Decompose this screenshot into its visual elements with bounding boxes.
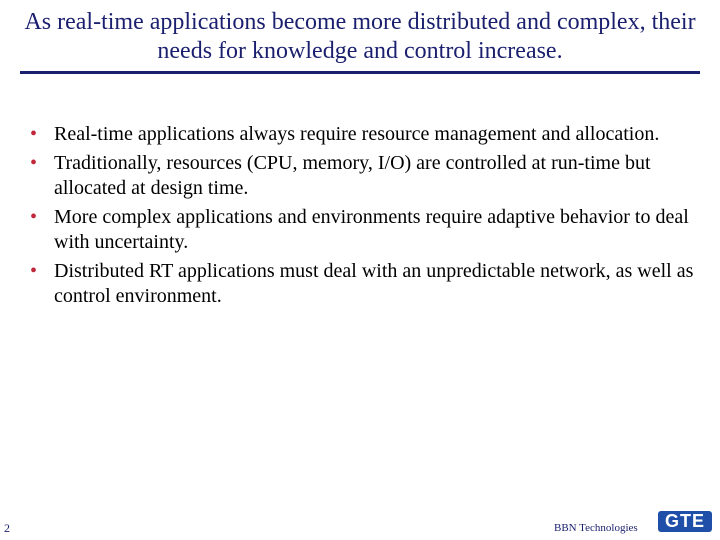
bullet-item [28, 205, 698, 255]
bullet-text: Distributed RT applications must deal with an unpredictable network, as well as control environment. [54, 260, 694, 307]
gte-logo: GTE [658, 511, 712, 532]
bullet-text: Real-time applications always require resource management and allocation. [54, 123, 660, 145]
bullet-dot-icon: • [30, 152, 38, 174]
footer-brand: BBN Technologies [554, 522, 638, 534]
bullet-text: More complex applications and environments require adaptive behavior to deal with uncertainty. [54, 206, 689, 253]
bullet-item [28, 151, 698, 201]
title-divider [20, 71, 700, 74]
bullet-dot-icon: • [30, 123, 38, 145]
bullet-item [28, 122, 698, 147]
slide-title: As real-time applications become more distributed and complex, their needs for knowledge and control increase. [24, 9, 696, 64]
page-number: 2 [4, 521, 10, 535]
bullet-item [28, 259, 698, 309]
bullet-dot-icon: • [30, 260, 38, 282]
bullet-dot-icon: • [30, 206, 38, 228]
bullet-list [28, 122, 698, 313]
bullet-text: Traditionally, resources (CPU, memory, I/O) are controlled at run-time but allocated at design time. [54, 152, 651, 199]
